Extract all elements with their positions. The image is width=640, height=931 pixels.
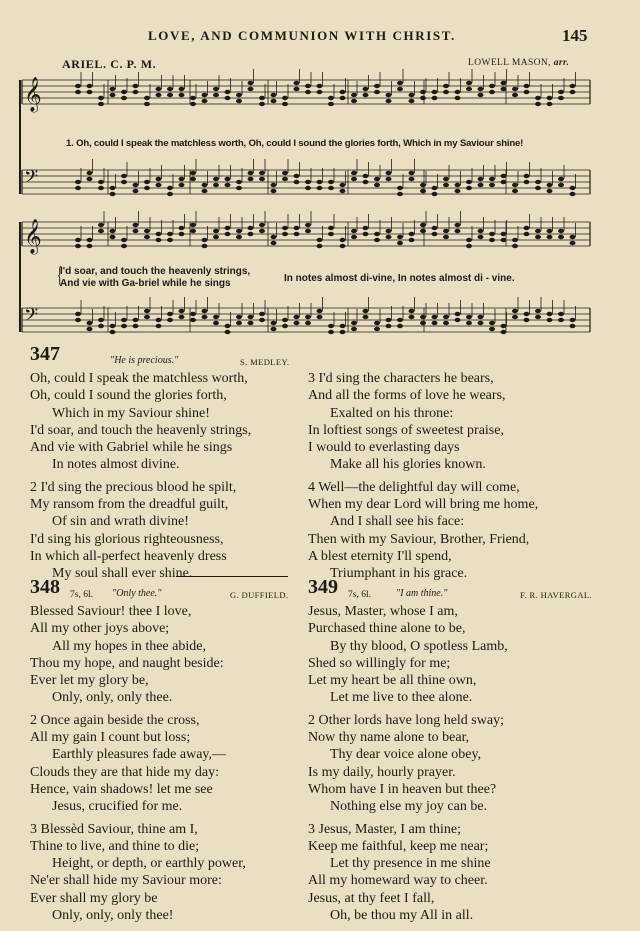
hymn-line: Jesus, Master, whose I am, [308,604,458,619]
hymn-line: In loftiest songs of sweetest praise, [308,422,504,438]
hymn-line: Clouds they are that hide my day: [30,764,219,780]
section-divider [176,576,288,577]
hymn-line: 2 I'd sing the precious blood he spilt, [30,479,237,495]
hymn-line: Hence, vain shadows! let me see [30,781,213,797]
hymn-348 [30,576,300,924]
hymn-line: Earthly pleasures fade away,— [52,747,227,763]
hymn-line: 3 Blessèd Saviour, thine am I, [30,821,198,837]
hymn-line: 2 Once again beside the cross, [30,712,200,728]
svg-text:𝄞: 𝄞 [24,77,42,112]
hymn-349 [308,576,608,924]
hymn-line: Blessed Saviour! thee I love, [30,604,192,619]
hymn-line: 3 Jesus, Master, I am thine; [308,821,462,837]
music-score [0,0,640,360]
hymn-line: A blest eternity I'll spend, [308,548,452,564]
hymn-line: Jesus, at thy feet I fall, [308,890,435,906]
hymn-line: When my dear Lord will bring me home, [308,497,539,513]
tune-verse-line: 1. Oh, could I speak the matchless worth, Oh, could I sound the glories forth, Which in my Saviour shine! [66,138,524,149]
hymn-line: Ever let my glory be, [30,673,149,689]
hymn-line: Thine to live, and thine to die; [30,838,200,854]
hymn-line: Of sin and wrath divine! [52,514,189,530]
hymn-number: 349 [308,576,338,598]
hymn-line: Shed so willingly for me; [308,655,451,671]
hymn-line: Let thy presence in me shine [330,856,491,872]
hymn-line: Thy dear voice alone obey, [330,747,482,763]
hymn-line: Make all his glories known. [330,457,486,473]
hymn-subtitle: "I am thine." [396,588,448,599]
hymn-meter: 7s, 6l. [70,590,93,600]
hymn-line: 2 Other lords have long held sway; [308,712,504,728]
hymn-subtitle: "He is precious." [110,355,179,366]
hymn-line: Oh, be thou my All in all. [330,908,474,924]
hymn-line: My ransom from the dreadful guilt, [30,497,229,513]
hymn-347 [30,343,300,583]
hymn-line: Thou my hope, and naught beside: [30,655,224,671]
hymn-line: Nothing else my joy can be. [330,799,488,815]
tune-lyric-line-2: And vie with Ga-briel while he sings [60,278,231,289]
svg-text:𝄢: 𝄢 [24,167,39,192]
svg-text:𝄢: 𝄢 [24,305,39,330]
hymn-number: 348 [30,576,60,598]
page-number: 145 [562,26,588,45]
hymn-line: Triumphant in his grace. [330,566,468,582]
hymn-line: By thy blood, O spotless Lamb, [330,638,508,654]
hymn-author: F. R. HAVERGAL. [520,590,592,600]
hymn-line: I'd sing his glorious righteousness, [30,531,224,547]
hymn-subtitle: "Only thee." [112,588,162,599]
svg-text:𝄞: 𝄞 [24,219,42,254]
hymn-line: All my gain I count but loss; [30,730,191,746]
hymn-line: Oh, could I speak the matchless worth, [30,371,248,386]
hymn-line: 3 I'd sing the characters he bears, [308,371,494,386]
hymn-line: Only, only, only thee! [52,908,174,924]
hymn-line: Let me live to thee alone. [330,690,473,706]
hymn-author: S. MEDLEY. [240,357,290,367]
hymn-line: Oh, could I sound the glories forth, [30,388,227,404]
hymn-line: Whom have I in heaven but thee? [308,781,497,797]
hymn-line: All my homeward way to cheer. [308,873,488,889]
lyric-brace: { [56,263,63,289]
hymn-line: Then with my Saviour, Brother, Friend, [308,531,530,547]
hymn-line: And vie with Gabriel while he sings [30,440,233,456]
hymn-line: Purchased thine alone to be, [308,621,466,637]
hymn-line: All my other joys above; [30,621,170,637]
tune-lyric-line-1: I'd soar, and touch the heavenly strings, [60,266,251,277]
hymn-line: In which all-perfect heavenly dress [30,548,227,564]
hymn-line: Only, only, only thee. [52,690,173,706]
hymn-number: 347 [30,343,60,365]
hymn-meter: 7s, 6l. [348,590,371,600]
hymn-author: G. DUFFIELD. [230,590,289,600]
hymn-line: My soul shall ever shine. [52,566,193,582]
hymn-line: 4 Well—the delightful day will come, [308,479,520,495]
hymn-line: All my hopes in thee abide, [52,638,206,654]
hymn-line: Now thy name alone to bear, [308,730,470,746]
hymn-line: And I shall see his face: [330,514,465,530]
hymn-line: In notes almost divine. [52,457,180,473]
hymn-line: I'd soar, and touch the heavenly strings, [30,422,252,438]
tune-composer: LOWELL MASON, arr. [468,58,570,68]
hymn-line: Which in my Saviour shine! [52,405,210,421]
tune-lyric-refrain: In notes almost di-vine, In notes almost di - vine. [284,273,515,284]
hymn-line: Height, or depth, or earthly power, [52,856,246,872]
tune-name: ARIEL. C. P. M. [62,57,157,71]
hymn-line: Exalted on his throne: [330,405,454,421]
hymn-line: And all the forms of love he wears, [308,388,506,404]
hymn-line: Let my heart be all thine own, [308,673,477,689]
hymn-line: I would to everlasting days [308,440,460,456]
hymn-line: Jesus, crucified for me. [52,799,183,815]
hymn-line: Ne'er shall hide my Saviour more: [30,873,222,889]
hymn-line: Keep me faithful, keep me near; [308,838,489,854]
hymn-347-continued [308,370,608,583]
hymn-line: Is my daily, hourly prayer. [308,764,456,780]
running-title: LOVE, AND COMMUNION WITH CHRIST. [148,28,456,43]
hymn-line: Ever shall my glory be [30,890,158,906]
